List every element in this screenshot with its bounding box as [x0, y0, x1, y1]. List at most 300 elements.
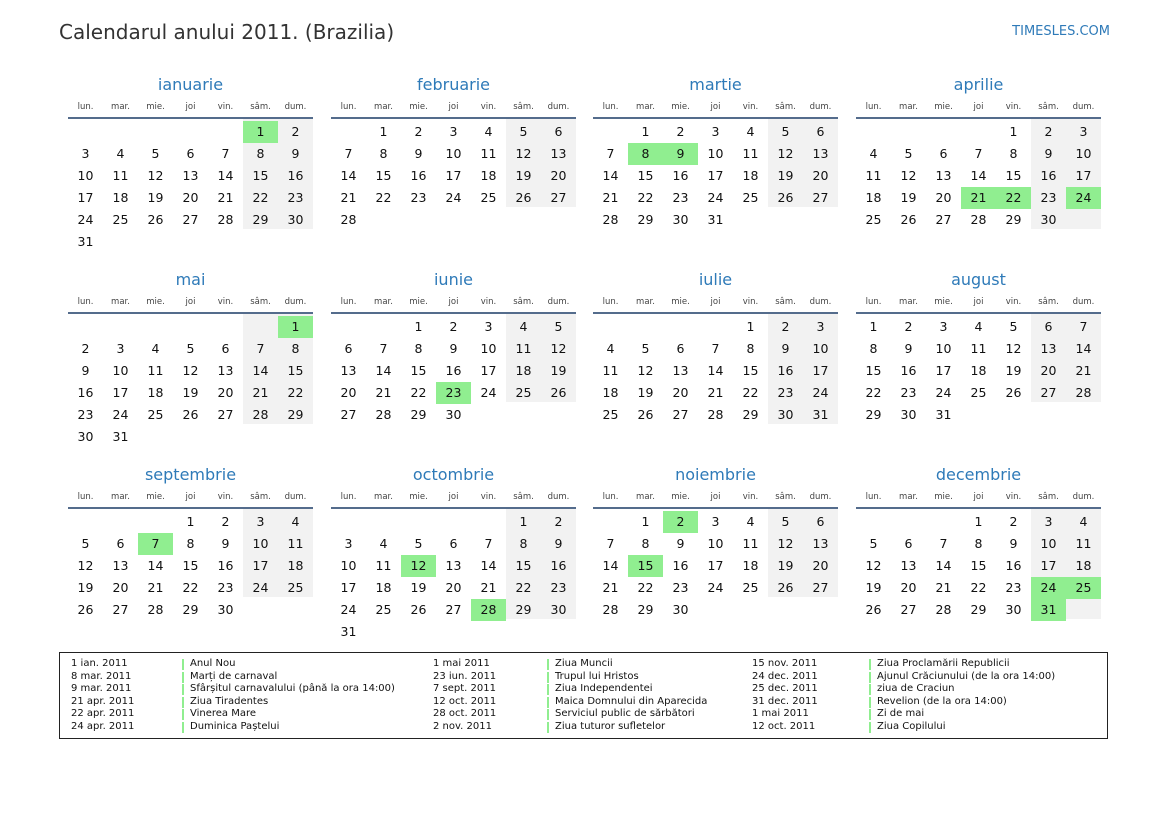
day-cell: 10	[480, 341, 497, 356]
day-cell: 11	[147, 363, 164, 378]
day-cell: 28	[340, 212, 357, 227]
day-cell: 16	[1005, 558, 1022, 573]
month-name: martie	[689, 75, 742, 94]
weekday-header: dum.	[809, 102, 832, 112]
legend-date: 2 nov. 2011	[433, 721, 492, 732]
weekday-header: joi	[710, 102, 721, 112]
legend-date: 23 iun. 2011	[433, 670, 497, 682]
day-cell: 27	[672, 407, 689, 422]
weekday-header: vin.	[1005, 492, 1022, 502]
day-cell: 26	[1005, 385, 1022, 400]
day-cell: 16	[900, 363, 917, 378]
day-cell: 2	[291, 124, 300, 139]
day-cell: 28	[217, 212, 234, 227]
day-cell: 7	[344, 146, 353, 161]
day-cell: 24	[445, 190, 462, 205]
day-cell: 31	[77, 234, 94, 249]
day-cell: 27	[935, 212, 952, 227]
day-cell: 27	[1040, 385, 1057, 400]
legend-holiday-name: Anul Nou	[190, 658, 236, 669]
day-cell: 11	[602, 363, 619, 378]
weekday-header: mie.	[934, 492, 953, 502]
weekday-header: dum.	[547, 297, 570, 307]
weekday-header: lun.	[602, 297, 619, 307]
weekday-header: sâm.	[1038, 492, 1059, 502]
weekday-header: lun.	[865, 492, 882, 502]
weekday-header: lun.	[340, 102, 357, 112]
weekday-header: mar.	[374, 297, 393, 307]
day-cell: 21	[147, 580, 164, 595]
day-cell: 13	[112, 558, 129, 573]
day-cell: 14	[340, 168, 357, 183]
day-cell: 9	[781, 341, 790, 356]
legend-date: 31 dec. 2011	[752, 695, 818, 707]
weekday-header: joi	[448, 492, 459, 502]
day-cell: 18	[287, 558, 304, 573]
day-cell: 8	[746, 341, 755, 356]
day-cell: 16	[672, 558, 689, 573]
weekday-header: sâm.	[250, 102, 271, 112]
day-cell: 29	[515, 602, 532, 617]
day-cell: 30	[777, 407, 794, 422]
day-cell: 24	[707, 190, 724, 205]
day-cell: 14	[1075, 341, 1092, 356]
day-cell: 5	[554, 319, 563, 334]
day-cell: 14	[147, 558, 164, 573]
holiday-day-cell: 12	[401, 555, 436, 577]
day-cell: 26	[182, 407, 199, 422]
day-cell: 26	[900, 212, 917, 227]
day-cell: 12	[147, 168, 164, 183]
day-cell: 28	[1075, 385, 1092, 400]
weekday-header: dum.	[284, 492, 307, 502]
legend-date: 24 apr. 2011	[71, 721, 135, 732]
day-cell: 23	[1040, 190, 1057, 205]
day-cell: 17	[480, 363, 497, 378]
day-cell: 31	[340, 624, 357, 639]
day-cell: 20	[812, 168, 829, 183]
day-cell: 18	[480, 168, 497, 183]
day-cell: 28	[375, 407, 392, 422]
day-cell: 19	[182, 385, 199, 400]
weekday-header: mar.	[899, 297, 918, 307]
day-cell: 17	[1075, 168, 1092, 183]
day-cell: 7	[1079, 319, 1088, 334]
day-cell: 4	[116, 146, 125, 161]
day-cell: 3	[344, 536, 353, 551]
day-cell: 22	[637, 190, 654, 205]
day-cell: 4	[606, 341, 615, 356]
day-cell: 10	[1075, 146, 1092, 161]
day-cell: 6	[816, 124, 825, 139]
month-iulie	[593, 270, 838, 455]
day-cell: 27	[217, 407, 234, 422]
day-cell: 15	[637, 168, 654, 183]
day-cell: 3	[484, 319, 493, 334]
legend-holiday-name: Ziua Muncii	[555, 658, 613, 669]
day-cell: 7	[256, 341, 265, 356]
weekday-header: mie.	[146, 297, 165, 307]
day-cell: 9	[449, 341, 458, 356]
legend-holiday-name: ziua de Craciun	[877, 683, 955, 695]
weekday-header: mie.	[671, 492, 690, 502]
day-cell: 30	[77, 429, 94, 444]
day-cell: 18	[865, 190, 882, 205]
day-cell: 4	[291, 514, 300, 529]
day-cell: 31	[812, 407, 829, 422]
day-cell: 6	[939, 146, 948, 161]
month-februarie	[331, 75, 576, 260]
weekday-header: dum.	[1072, 297, 1095, 307]
weekday-header: mar.	[636, 492, 655, 502]
day-cell: 15	[375, 168, 392, 183]
day-cell: 2	[1009, 514, 1018, 529]
day-cell: 29	[1005, 212, 1022, 227]
legend-holiday-name: Serviciul public de sărbători	[555, 708, 695, 720]
day-cell: 1	[641, 514, 650, 529]
brand-link[interactable]: TIMESLES.COM	[1012, 24, 1110, 39]
legend-holiday-marker	[182, 709, 184, 720]
day-cell: 28	[707, 407, 724, 422]
day-cell: 14	[970, 168, 987, 183]
day-cell: 17	[812, 363, 829, 378]
month-noiembrie	[593, 465, 838, 650]
day-cell: 27	[550, 190, 567, 205]
day-cell: 25	[742, 580, 759, 595]
day-cell: 12	[550, 341, 567, 356]
day-cell: 30	[672, 212, 689, 227]
day-cell: 4	[1079, 514, 1088, 529]
legend-date: 1 ian. 2011	[71, 658, 128, 669]
day-cell: 1	[641, 124, 650, 139]
day-cell: 1	[414, 319, 423, 334]
day-cell: 25	[112, 212, 129, 227]
weekday-header: mar.	[374, 492, 393, 502]
day-cell: 18	[515, 363, 532, 378]
weekday-header: sâm.	[250, 297, 271, 307]
day-cell: 15	[1005, 168, 1022, 183]
legend-holiday-name: Duminica Paștelui	[190, 721, 280, 732]
weekday-header: mie.	[934, 297, 953, 307]
day-cell: 13	[900, 558, 917, 573]
day-cell: 1	[379, 124, 388, 139]
day-cell: 5	[186, 341, 195, 356]
weekday-header: dum.	[547, 492, 570, 502]
day-cell: 4	[974, 319, 983, 334]
day-cell: 14	[375, 363, 392, 378]
day-cell: 9	[221, 536, 230, 551]
day-cell: 19	[77, 580, 94, 595]
legend-holiday-marker	[547, 672, 549, 683]
day-cell: 29	[637, 602, 654, 617]
weekday-header: joi	[185, 492, 196, 502]
day-cell: 18	[112, 190, 129, 205]
day-cell: 23	[672, 190, 689, 205]
weekday-header: sâm.	[250, 492, 271, 502]
day-cell: 5	[1009, 319, 1018, 334]
weekday-header: mar.	[111, 297, 130, 307]
day-cell: 8	[379, 146, 388, 161]
day-cell: 8	[641, 536, 650, 551]
day-cell: 10	[77, 168, 94, 183]
day-cell: 3	[116, 341, 125, 356]
day-cell: 7	[606, 536, 615, 551]
day-cell: 18	[147, 385, 164, 400]
day-cell: 9	[1009, 536, 1018, 551]
day-cell: 16	[287, 168, 304, 183]
day-cell: 29	[410, 407, 427, 422]
weekday-header: mar.	[374, 102, 393, 112]
day-cell: 28	[147, 602, 164, 617]
day-cell: 14	[602, 558, 619, 573]
holiday-day-cell: 25	[1066, 577, 1101, 599]
day-cell: 3	[711, 124, 720, 139]
day-cell: 21	[707, 385, 724, 400]
day-cell: 30	[445, 407, 462, 422]
day-cell: 2	[81, 341, 90, 356]
day-cell: 22	[287, 385, 304, 400]
holiday-day-cell: 24	[1031, 577, 1066, 599]
month-name: aprilie	[953, 75, 1004, 94]
legend-holiday-name: Revelion (de la ora 14:00)	[877, 695, 1007, 707]
weekday-header: joi	[185, 102, 196, 112]
day-cell: 21	[217, 190, 234, 205]
month-octombrie	[331, 465, 576, 650]
day-cell: 5	[781, 124, 790, 139]
weekday-header: joi	[448, 297, 459, 307]
day-cell: 1	[519, 514, 528, 529]
holiday-legend	[59, 652, 1108, 739]
day-cell: 11	[480, 146, 497, 161]
day-cell: 17	[252, 558, 269, 573]
weekday-header: joi	[710, 492, 721, 502]
legend-holiday-name: Ziua Proclamării Republicii	[877, 658, 1010, 669]
day-cell: 25	[287, 580, 304, 595]
day-cell: 7	[379, 341, 388, 356]
weekday-header: mie.	[146, 492, 165, 502]
day-cell: 29	[252, 212, 269, 227]
day-cell: 27	[182, 212, 199, 227]
day-cell: 14	[480, 558, 497, 573]
holiday-day-cell: 15	[628, 555, 663, 577]
weekday-header: mar.	[899, 492, 918, 502]
day-cell: 5	[641, 341, 650, 356]
day-cell: 27	[812, 190, 829, 205]
day-cell: 26	[777, 190, 794, 205]
day-cell: 25	[147, 407, 164, 422]
day-cell: 19	[637, 385, 654, 400]
legend-date: 15 nov. 2011	[752, 658, 818, 669]
holiday-day-cell: 1	[278, 316, 313, 338]
day-cell: 11	[742, 536, 759, 551]
day-cell: 17	[112, 385, 129, 400]
day-cell: 20	[445, 580, 462, 595]
day-cell: 23	[550, 580, 567, 595]
day-cell: 21	[340, 190, 357, 205]
day-cell: 16	[777, 363, 794, 378]
day-cell: 20	[812, 558, 829, 573]
day-cell: 14	[217, 168, 234, 183]
weekday-header: vin.	[217, 492, 234, 502]
weekday-header: dum.	[1072, 492, 1095, 502]
day-cell: 29	[742, 407, 759, 422]
day-cell: 12	[77, 558, 94, 573]
legend-holiday-name: Ajunul Crăciunului (de la ora 14:00)	[877, 670, 1056, 682]
day-cell: 28	[602, 602, 619, 617]
day-cell: 18	[970, 363, 987, 378]
day-cell: 16	[672, 168, 689, 183]
day-cell: 9	[1044, 146, 1053, 161]
weekday-header: mie.	[409, 492, 428, 502]
day-cell: 15	[865, 363, 882, 378]
weekday-header: vin.	[480, 492, 497, 502]
legend-holiday-marker	[182, 684, 184, 695]
weekday-header: mie.	[409, 102, 428, 112]
weekday-header: mar.	[636, 297, 655, 307]
day-cell: 25	[865, 212, 882, 227]
legend-holiday-marker	[869, 709, 871, 720]
day-cell: 14	[252, 363, 269, 378]
weekday-header: joi	[973, 492, 984, 502]
day-cell: 2	[904, 319, 913, 334]
holiday-day-cell: 28	[471, 599, 506, 621]
day-cell: 6	[221, 341, 230, 356]
day-cell: 5	[869, 536, 878, 551]
day-cell: 5	[151, 146, 160, 161]
weekday-header: lun.	[602, 102, 619, 112]
day-cell: 15	[742, 363, 759, 378]
legend-holiday-marker	[547, 684, 549, 695]
day-cell: 27	[445, 602, 462, 617]
day-cell: 1	[869, 319, 878, 334]
day-cell: 3	[939, 319, 948, 334]
weekday-header: dum.	[809, 297, 832, 307]
day-cell: 12	[182, 363, 199, 378]
day-cell: 24	[707, 580, 724, 595]
day-cell: 2	[449, 319, 458, 334]
day-cell: 12	[515, 146, 532, 161]
day-cell: 12	[1005, 341, 1022, 356]
day-cell: 2	[554, 514, 563, 529]
day-cell: 19	[777, 558, 794, 573]
day-cell: 10	[935, 341, 952, 356]
day-cell: 12	[777, 536, 794, 551]
weekday-header: lun.	[340, 297, 357, 307]
day-cell: 8	[414, 341, 423, 356]
day-cell: 26	[410, 602, 427, 617]
weekday-header: lun.	[77, 102, 94, 112]
day-cell: 21	[935, 580, 952, 595]
weekday-header: lun.	[77, 492, 94, 502]
day-cell: 2	[781, 319, 790, 334]
legend-date: 25 dec. 2011	[752, 683, 818, 695]
legend-holiday-marker	[869, 684, 871, 695]
day-cell: 2	[1044, 124, 1053, 139]
legend-holiday-marker	[547, 709, 549, 720]
day-cell: 16	[77, 385, 94, 400]
weekday-header: lun.	[865, 297, 882, 307]
day-cell: 7	[606, 146, 615, 161]
holiday-day-cell: 31	[1031, 599, 1066, 621]
day-cell: 20	[550, 168, 567, 183]
day-cell: 20	[112, 580, 129, 595]
month-name: august	[951, 270, 1006, 289]
month-name: decembrie	[935, 465, 1022, 484]
day-cell: 21	[602, 190, 619, 205]
day-cell: 27	[112, 602, 129, 617]
day-cell: 21	[480, 580, 497, 595]
day-cell: 9	[291, 146, 300, 161]
weekday-header: mie.	[409, 297, 428, 307]
month-name: iulie	[698, 270, 733, 289]
weekday-header: dum.	[284, 102, 307, 112]
day-cell: 25	[602, 407, 619, 422]
day-cell: 21	[1075, 363, 1092, 378]
day-cell: 6	[904, 536, 913, 551]
day-cell: 20	[217, 385, 234, 400]
day-cell: 7	[711, 341, 720, 356]
day-cell: 23	[217, 580, 234, 595]
weekday-header: mie.	[671, 297, 690, 307]
day-cell: 30	[550, 602, 567, 617]
holiday-day-cell: 23	[436, 382, 471, 404]
day-cell: 16	[1040, 168, 1057, 183]
day-cell: 8	[186, 536, 195, 551]
day-cell: 6	[186, 146, 195, 161]
weekday-header: dum.	[284, 297, 307, 307]
day-cell: 23	[287, 190, 304, 205]
holiday-day-cell: 7	[138, 533, 173, 555]
day-cell: 23	[410, 190, 427, 205]
day-cell: 25	[970, 385, 987, 400]
day-cell: 25	[515, 385, 532, 400]
day-cell: 30	[672, 602, 689, 617]
day-cell: 28	[252, 407, 269, 422]
legend-date: 22 apr. 2011	[71, 708, 135, 720]
day-cell: 24	[252, 580, 269, 595]
day-cell: 17	[445, 168, 462, 183]
weekday-header: sâm.	[775, 297, 796, 307]
day-cell: 11	[865, 168, 882, 183]
day-cell: 4	[519, 319, 528, 334]
legend-holiday-marker	[182, 722, 184, 733]
legend-holiday-name: Sfârșitul carnavalului (până la ora 14:00)	[190, 683, 395, 695]
day-cell: 24	[77, 212, 94, 227]
legend-holiday-name: Ziua Independentei	[555, 683, 653, 695]
legend-holiday-name: Maica Domnului din Aparecida	[555, 695, 708, 707]
day-cell: 13	[182, 168, 199, 183]
day-cell: 16	[445, 363, 462, 378]
day-cell: 17	[707, 558, 724, 573]
day-cell: 3	[1044, 514, 1053, 529]
day-cell: 31	[112, 429, 129, 444]
day-cell: 13	[672, 363, 689, 378]
day-cell: 20	[935, 190, 952, 205]
day-cell: 21	[602, 580, 619, 595]
day-cell: 3	[711, 514, 720, 529]
day-cell: 4	[869, 146, 878, 161]
day-cell: 14	[935, 558, 952, 573]
day-cell: 8	[974, 536, 983, 551]
day-cell: 4	[484, 124, 493, 139]
month-name: iunie	[433, 270, 473, 289]
day-cell: 5	[904, 146, 913, 161]
day-cell: 3	[1079, 124, 1088, 139]
day-cell: 23	[900, 385, 917, 400]
day-cell: 16	[550, 558, 567, 573]
weekday-header: joi	[710, 297, 721, 307]
month-august	[856, 270, 1101, 455]
